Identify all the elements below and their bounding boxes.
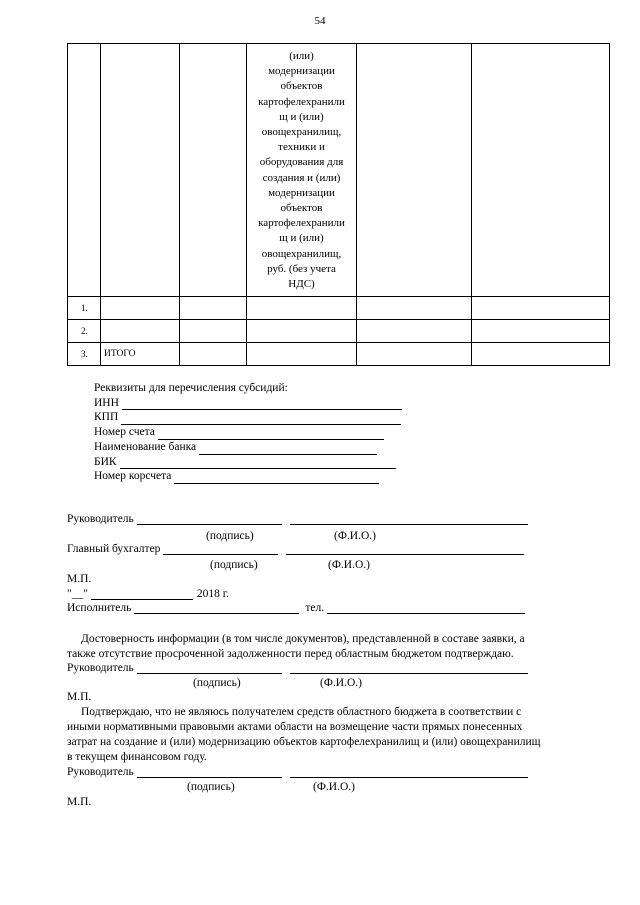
stamp-label: М.П.	[67, 691, 92, 703]
confirmation-paragraph-2: Подтверждаю, что не являюсь получателем средств областного бюджета в соответствии с иными нормативными правовыми актами области на возмещение части прямых понесенных затрат на создание и (или) модернизацию объектов картофелехранилищ и (или) овощехранилищ в текущем финансовом году.	[67, 706, 541, 763]
executor-field[interactable]	[134, 602, 299, 614]
phone-label: тел.	[305, 602, 325, 614]
bik-field[interactable]	[120, 457, 396, 469]
signature-caption: (подпись)	[193, 677, 241, 689]
kpp-field[interactable]	[121, 413, 401, 425]
date-day: "__"	[67, 588, 88, 600]
table-cell	[180, 44, 247, 297]
inn-line	[67, 396, 402, 411]
date-field[interactable]	[91, 588, 193, 600]
corr-account-field[interactable]	[174, 472, 379, 484]
table-cell	[180, 343, 247, 366]
stamp-label: М.П.	[67, 796, 92, 808]
corr-account-label: Номер корсчета	[94, 470, 172, 483]
table-row	[68, 297, 610, 320]
executor-label: Исполнитель	[67, 602, 132, 614]
chief-accountant-name-field[interactable]	[286, 543, 524, 555]
bank-line	[67, 440, 402, 455]
executor-line	[67, 602, 525, 614]
page-number: 54	[314, 15, 326, 27]
signature-caption: (подпись)	[206, 530, 254, 542]
phone-field[interactable]	[327, 602, 525, 614]
bik-label: БИК	[94, 455, 117, 468]
table-cell	[180, 320, 247, 343]
row-number: 3.	[68, 343, 101, 366]
name-caption: (Ф.И.О.)	[334, 530, 376, 542]
director-signature-field[interactable]	[137, 662, 282, 674]
name-caption: (Ф.И.О.)	[320, 677, 362, 689]
requisites-title: Реквизиты для перечисления субсидий:	[94, 382, 288, 394]
table-header-row	[68, 44, 610, 297]
subsidy-table	[67, 43, 610, 366]
director-name-field[interactable]	[290, 513, 528, 525]
inn-label: ИНН	[94, 396, 119, 409]
director-label: Руководитель	[67, 766, 134, 778]
director-signature-field[interactable]	[137, 766, 282, 778]
table-cell	[247, 297, 357, 320]
director-signature-line-3	[67, 766, 528, 778]
row-number: 2.	[68, 320, 101, 343]
table-cell	[357, 297, 472, 320]
name-caption: (Ф.И.О.)	[328, 559, 370, 571]
table-cell	[472, 343, 610, 366]
row-number: 1.	[68, 297, 101, 320]
signature-caption: (подпись)	[210, 559, 258, 571]
chief-accountant-label: Главный бухгалтер	[67, 543, 161, 555]
table-cell	[68, 44, 101, 297]
requisites-block	[67, 381, 402, 484]
row-name	[101, 320, 180, 343]
date-line	[67, 588, 229, 600]
row-name	[101, 297, 180, 320]
table-cell	[357, 343, 472, 366]
account-label: Номер счета	[94, 426, 155, 439]
table-cell	[180, 297, 247, 320]
bank-field[interactable]	[199, 443, 377, 455]
stamp-label: М.П.	[67, 573, 92, 585]
chief-accountant-signature-field[interactable]	[163, 543, 278, 555]
name-caption: (Ф.И.О.)	[313, 781, 355, 793]
director-signature-line	[67, 513, 528, 525]
signature-caption: (подпись)	[187, 781, 235, 793]
director-name-field[interactable]	[290, 662, 528, 674]
bank-label: Наименование банка	[94, 440, 197, 453]
table-cell	[247, 343, 357, 366]
director-signature-line-2	[67, 662, 528, 674]
director-name-field[interactable]	[290, 766, 528, 778]
table-row	[68, 320, 610, 343]
inn-field[interactable]	[122, 398, 402, 410]
date-year: 2018 г.	[196, 588, 230, 600]
director-signature-field[interactable]	[137, 513, 282, 525]
table-cell	[357, 320, 472, 343]
director-label: Руководитель	[67, 662, 134, 674]
table-cell	[472, 320, 610, 343]
table-cell	[357, 44, 472, 297]
confirmation-paragraph-1: Достоверность информации (в том числе документов), представленной в составе заявки, а также отсутствие просроченной задолженности перед областным бюджетом подтверждаю.	[67, 633, 525, 660]
account-field[interactable]	[158, 428, 384, 440]
kpp-label: КПП	[94, 411, 119, 424]
director-label: Руководитель	[67, 513, 134, 525]
account-line	[67, 425, 402, 440]
table-cell	[247, 320, 357, 343]
table-cell	[472, 44, 610, 297]
table-cell	[472, 297, 610, 320]
bik-line	[67, 455, 402, 470]
chief-accountant-signature-line	[67, 543, 524, 555]
table-header-desc: (или) модернизации объектов картофелехранили щ и (или) овощехранилищ, техники и оборудования для создания и (или) модернизации объектов картофелехранили щ и (или) овощехранилищ, руб. (без учета НДС)	[247, 44, 357, 297]
table-row	[68, 343, 610, 366]
corr-account-line	[67, 469, 402, 484]
table-cell	[101, 44, 180, 297]
row-name: ИТОГО	[101, 343, 180, 366]
kpp-line	[67, 410, 402, 425]
